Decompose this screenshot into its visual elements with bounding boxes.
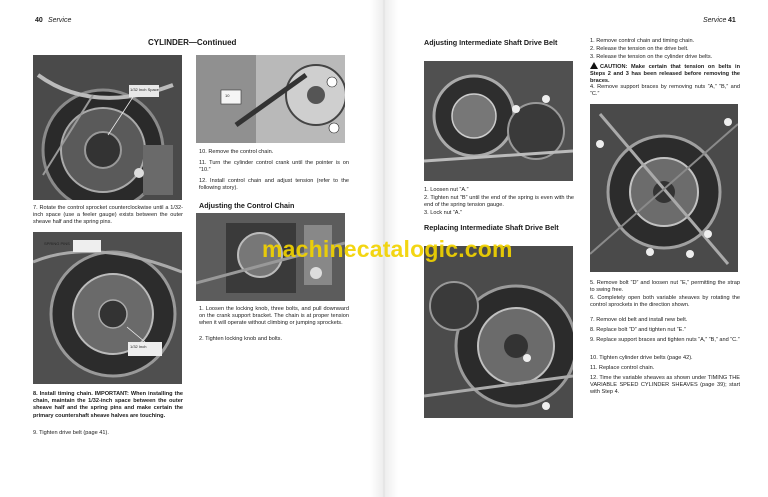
photo-control-crank — [196, 55, 345, 143]
adjust-step-1: 1. Loosen nut “A.” — [424, 187, 469, 193]
photo-tag: SPRING PINS — [44, 241, 70, 246]
page-number-left: 40 — [35, 17, 43, 24]
subheading-control-chain: Adjusting the Control Chain — [199, 201, 295, 210]
replace-step-3: 3. Release the tension on the cylinder drive belts. — [590, 54, 713, 60]
adjust-step-2: 2. Tighten nut “B” until the end of the spring is even with the end of the spring tension gauge. — [424, 195, 574, 209]
section-heading: CYLINDER—Continued — [148, 38, 237, 47]
step-12: 12. Install control chain and adjust tension (refer to the following story). — [199, 178, 349, 192]
replace-step-2: 2. Release the tension on the drive belt. — [590, 46, 689, 52]
photo-support-braces — [590, 104, 738, 272]
adjust-step-3: 3. Lock nut “A.” — [424, 210, 462, 216]
photo-tag: 1/32 Inch — [130, 344, 147, 349]
photo-timing-chain — [33, 232, 182, 384]
step-11: 11. Turn the cylinder control crank until the pointer is on “10.” — [199, 160, 349, 174]
photo-tag: 1/32 Inch Space — [130, 87, 159, 92]
warning-icon — [590, 62, 598, 69]
replace-step-7: 7. Remove old belt and install new belt. — [590, 317, 688, 323]
replace-step-6: 6. Completely open both variable sheaves by rotating the control sprockets in the direction shown. — [590, 295, 740, 309]
control-chain-step-2: 2. Tighten locking knob and bolts. — [199, 336, 283, 342]
control-chain-step-1: 1. Loosen the locking knob, three bolts, and pull downward on the crank support bracket. The chain is at proper tension when it will operate without climbing or jumping sprockets. — [199, 306, 349, 327]
subheading-replace-belt: Replacing Intermediate Shaft Drive Belt — [424, 223, 559, 232]
step-10: 10. Remove the control chain. — [199, 149, 274, 155]
replace-step-11: 11. Replace control chain. — [590, 365, 655, 371]
step-8: 8. Install timing chain. IMPORTANT: When installing the chain, maintain the 1/32-inch space between the outer sheave half and the spring pins and make certain the primary countershaft sheave halves are touching. — [33, 391, 183, 419]
subheading-adjust-belt: Adjusting Intermediate Shaft Drive Belt — [424, 38, 558, 47]
watermark: machinecatalogic.com — [262, 236, 513, 262]
replace-step-1: 1. Remove control chain and timing chain. — [590, 38, 695, 44]
replace-step-8: 8. Replace bolt “D” and tighten nut “E.” — [590, 327, 686, 333]
step-7: 7. Rotate the control sprocket counterclockwise until a 1/32-inch space (use a feeler gauge) exists between the outer sheave half and the spring pins. — [33, 205, 183, 226]
photo-intermediate-shaft — [424, 61, 573, 181]
step-9: 9. Tighten drive belt (page 41). — [33, 430, 109, 436]
page-number-right: 41 — [728, 17, 736, 24]
replace-step-5: 5. Remove bolt “D” and loosen nut “E,” permitting the strap to swing free. — [590, 280, 740, 294]
replace-step-9: 9. Replace support braces and tighten nuts “A,” “B,” and “C.” — [590, 337, 740, 343]
section-name-right: Service — [703, 17, 727, 24]
replace-step-10: 10. Tighten cylinder drive belts (page 42). — [590, 355, 693, 361]
caution-note: CAUTION: Make certain that tension on belts in Steps 2 and 3 has been released before removing the braces. — [590, 64, 740, 85]
photo-tag: 10 — [225, 93, 230, 98]
replace-step-12: 12. Time the variable sheaves as shown under TIMING THE VARIABLE SPEED CYLINDER SHEAVES (page 39); start with Step 4. — [590, 375, 740, 396]
photo-control-sprocket — [33, 55, 182, 200]
section-name-left: Service — [48, 17, 72, 24]
photo-variable-sheave — [424, 246, 573, 418]
replace-step-4: 4. Remove support braces by removing nuts “A,” “B,” and “C.” — [590, 84, 740, 98]
